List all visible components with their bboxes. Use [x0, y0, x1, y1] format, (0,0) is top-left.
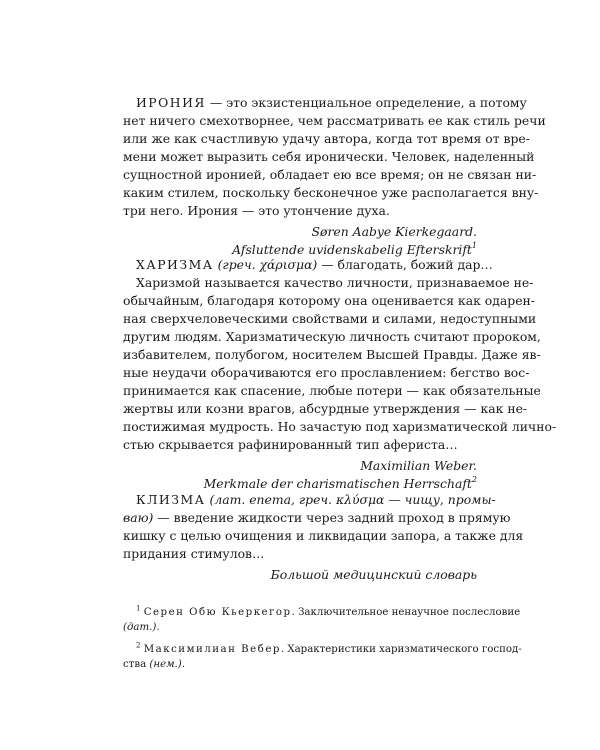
entry-line: нет ничего смехотворнее, чем рассматривать ее как стиль речи: [123, 113, 546, 128]
entry-klizma: [123, 491, 524, 584]
entry-line: жертвы или козни врагов, абсурдные утверждения — как не-: [123, 401, 528, 416]
term-klizma: КЛИЗМА: [136, 492, 206, 507]
etymology: ваю): [123, 510, 154, 525]
entry-charisma: [123, 256, 557, 493]
attribution-work: Afsluttende uvidenskabelig Efterskrift$^1$: [232, 240, 477, 257]
entry-line: мени может выразить себя иронически. Человек, наделенный: [123, 149, 535, 164]
entry-line: — это экзистенциальное определение, а потому: [205, 95, 527, 110]
entry-line: другим людям. Харизматическую личность считают пророком,: [123, 329, 541, 344]
entry-line: сущностной иронией, обладает ею все время; он не связан ни-: [123, 167, 537, 182]
footnote-2: $^2$ Максимилиан Вебер. Характеристики харизматического господ- ства (нем.).: [123, 641, 522, 670]
entry-line: или же как счастливую удачу автора, когда тот время от вре-: [123, 131, 530, 146]
entry-line: принимается как спасение, любые потери — как обязательные: [123, 383, 541, 398]
entry-line: стью скрывается рафинированный тип аферистa…: [123, 437, 458, 452]
entry-line: каким стилем, поскольку бесконечное уже располагается вну-: [123, 185, 539, 200]
footnote-ref: 2: [471, 474, 477, 484]
entry-line: обычайным, благодаря которому она оценивается как одарен-: [123, 293, 535, 308]
entry-line: кишку с целью очищения и ликвидации запора, а также для: [123, 528, 524, 543]
entry-line: избавителем, полубогом, носителем Высшей Правды. Даже яв-: [123, 347, 541, 362]
etymology: (греч. χάρισμα): [217, 257, 318, 272]
entry-line: постижимая мудрость. Но зачастую под харизматической лично-: [123, 419, 557, 434]
attribution-author: Søren Aabye Kierkegaard.: [311, 224, 477, 239]
footnote-name: Серен Обю Кьеркегор: [143, 607, 292, 618]
entry-line: ная сверхчеловеческими свойствами и силами, недоступными: [123, 311, 537, 326]
term-charisma: ХАРИЗМА: [136, 257, 214, 272]
entry-line: — введение жидкости через задний проход в прямую: [153, 510, 511, 525]
footnote-1: $^1$ Серен Обю Кьеркегор. Заключительное ненаучное послесловие (дат.).: [123, 604, 521, 633]
entry-line: придания стимулов…: [123, 546, 265, 561]
entry-irony: [123, 94, 546, 259]
etymology: (лат. enema, греч. κλύσμα — чищу, промы-: [209, 492, 496, 507]
footnote-name: Максимилиан Вебер: [143, 644, 281, 655]
attribution-author: Maximilian Weber.: [360, 458, 477, 473]
entry-line: три него. Ирония — это утончение духа.: [123, 203, 390, 218]
footnote-number: 2: [136, 641, 141, 650]
entry-line: Харизмой называется качество личности, признаваемое не-: [136, 275, 534, 290]
term-irony: ИРОНИЯ: [136, 95, 206, 110]
entry-line: ные неудачи оборачиваются его прославлением: бегство вос-: [123, 365, 530, 380]
footnote-ref: 1: [471, 240, 477, 250]
entry-line: — благодать, божий дар…: [317, 257, 493, 272]
footnote-number: 1: [136, 604, 141, 613]
attribution-work: Merkmale der charismatischen Herrschaft$^2$: [203, 474, 477, 491]
attribution: Большой медицинский словарь: [270, 567, 477, 582]
